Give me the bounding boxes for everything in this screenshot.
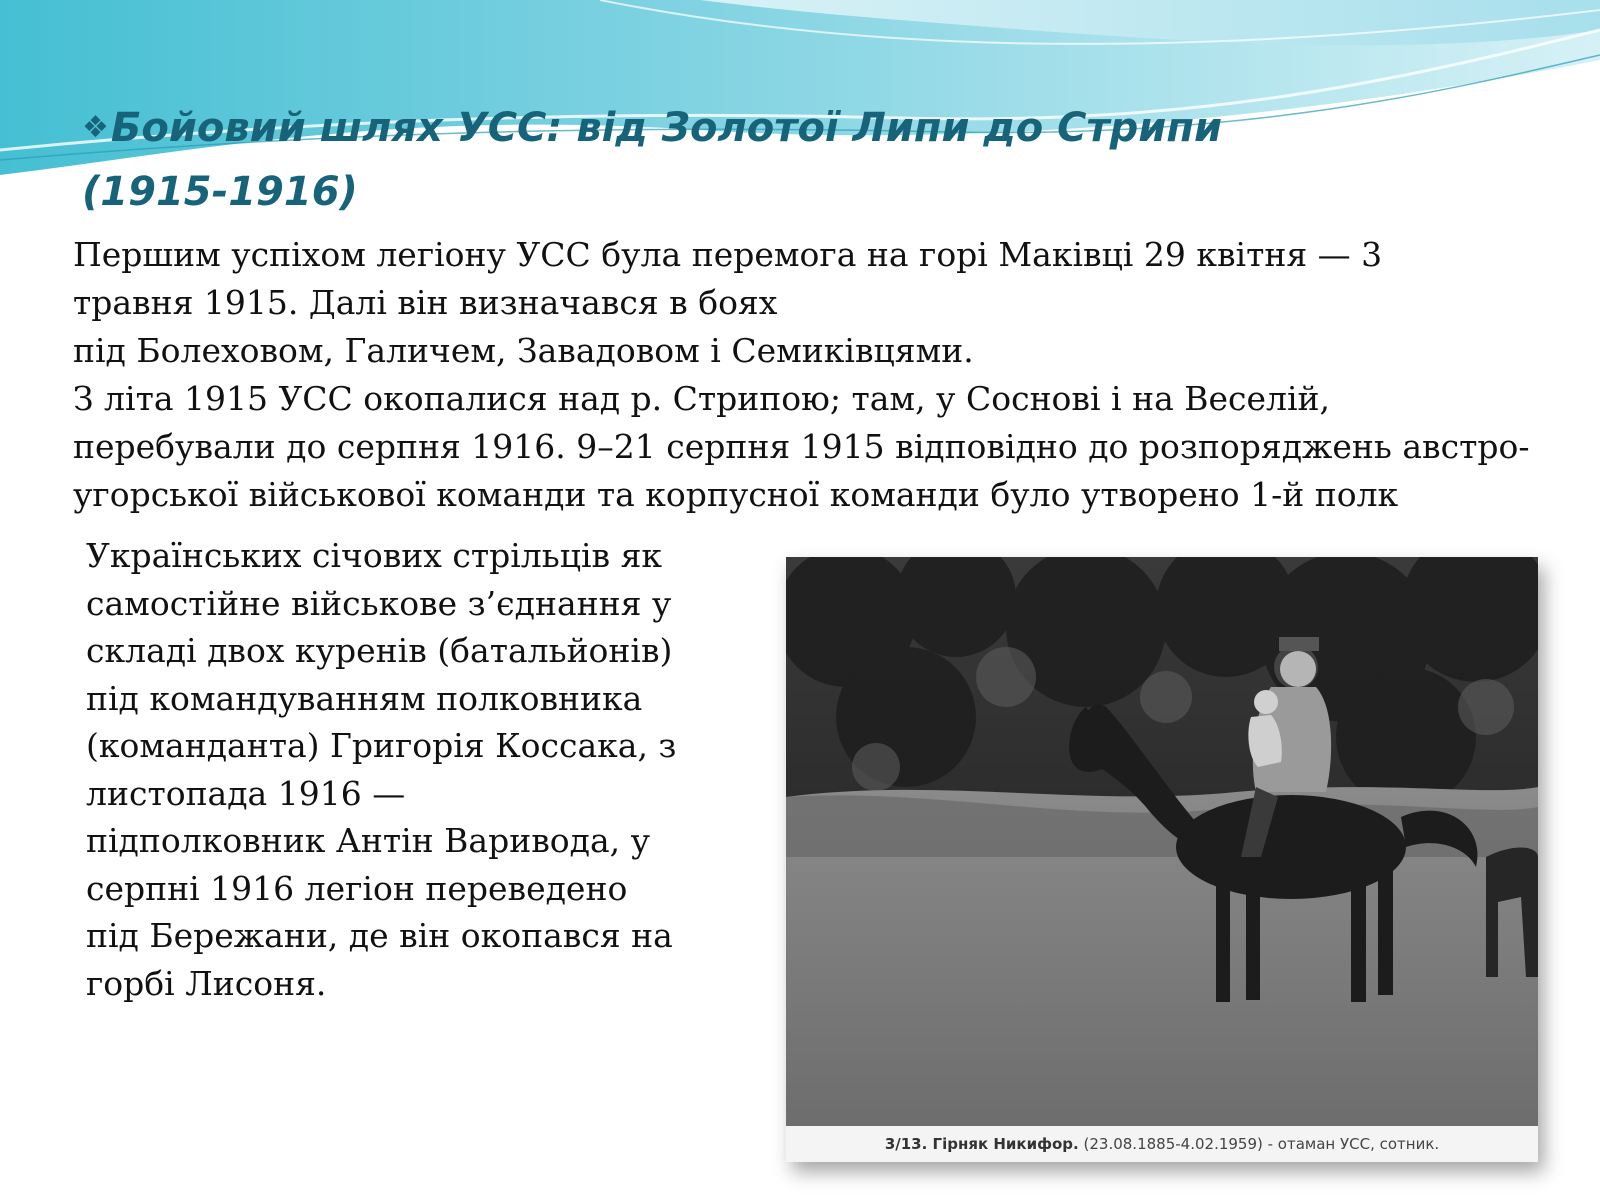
- diamond-bullet-icon: ❖: [82, 110, 109, 145]
- paragraph-2-line: під командуванням полковника: [86, 678, 643, 718]
- historical-photo: [786, 557, 1538, 1162]
- paragraph-2-line: складі двох куренів (батальйонів): [86, 631, 673, 670]
- title-line-1: Бойовий шлях УСС: від Золотої Липи до Стрипи: [110, 105, 1222, 151]
- paragraph-2-line: Українських січових стрільців як: [86, 536, 663, 575]
- photo-caption-text: (23.08.1885-4.02.1959) - отаман УСС, сотник.: [1078, 1135, 1440, 1153]
- paragraph-2: [86, 532, 726, 1007]
- paragraph-2-line: (команданта) Григорія Коссака, з: [86, 726, 677, 765]
- paragraph-1-line: під Болеховом, Галичем, Завадовом і Семиківцями.: [73, 331, 974, 370]
- paragraph-2-line: листопада 1916 —: [86, 773, 406, 813]
- paragraph-2-line: горбі Лисоня.: [86, 963, 327, 1003]
- paragraph-2-line: підполковник Антін Варивода, у: [86, 821, 651, 860]
- paragraph-1-line: травня 1915. Далі він визначався в боях: [73, 283, 778, 322]
- photo-caption-bold: 3/13. Гірняк Никифор.: [884, 1135, 1079, 1153]
- paragraph-2-line: під Бережани, де він окопався на: [86, 916, 673, 955]
- paragraph-1-line: Першим успіхом легіону УСС була перемога на горі Маківці 29 квітня — 3: [73, 235, 1383, 274]
- paragraph-1-line: перебували до серпня 1916. 9–21 серпня 1915 відповідно до розпоряджень австро-: [73, 427, 1530, 466]
- paragraph-1: [73, 231, 1553, 519]
- paragraph-2-line: самостійне військове з’єднання у: [86, 583, 672, 623]
- paragraph-1-line: З літа 1915 УСС окопалися над р. Стрипою; там, у Соснові і на Веселій,: [73, 379, 1331, 418]
- paragraph-2-line: серпні 1916 легіон переведено: [86, 868, 628, 908]
- title-line-2: (1915-1916): [82, 169, 358, 215]
- slide-title: [82, 96, 1482, 224]
- horseman-photo-image: [786, 557, 1538, 1127]
- photo-caption: [786, 1126, 1538, 1162]
- paragraph-1-line: угорської військової команди та корпусної команди було утворено 1-й полк: [73, 475, 1399, 514]
